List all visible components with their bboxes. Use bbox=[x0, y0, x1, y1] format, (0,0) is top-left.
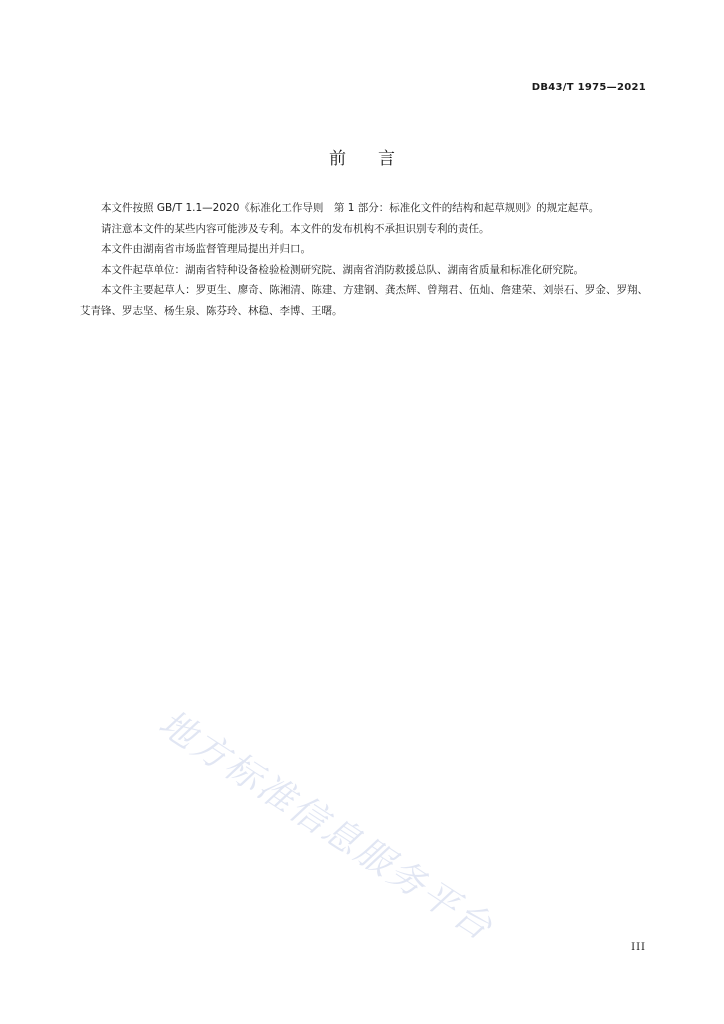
foreword-body bbox=[80, 198, 648, 321]
section-heading: 前言 bbox=[329, 149, 427, 169]
watermark: 地方标准信息服务平台 bbox=[151, 702, 501, 950]
paragraph-drafting-units: 本文件起草单位：湖南省特种设备检验检测研究院、湖南省消防救援总队、湖南省质量和标准化研究院。 bbox=[101, 263, 584, 276]
paragraph-proposer: 本文件由湖南省市场监督管理局提出并归口。 bbox=[101, 243, 311, 255]
paragraph-patent-notice: 请注意本文件的某些内容可能涉及专利。本文件的发布机构不承担识别专利的责任。 bbox=[101, 222, 490, 235]
paragraph-drafting-rules: 本文件按照 GB/T 1.1—2020《标准化工作导则 第 1 部分：标准化文件的结构和起草规则》的规定起草。 bbox=[101, 202, 600, 214]
document-code: DB43/T 1975—2021 bbox=[531, 82, 646, 93]
page-number: III bbox=[631, 942, 646, 953]
paragraph-drafters: 本文件主要起草人：罗更生、廖奇、陈湘清、陈建、方建钢、龚杰辉、曾翔君、伍灿、詹建荣、刘崇石、罗金、罗翔、艾青锋、罗志坚、杨生泉、陈芬玲、林稳、李博、王曙。 bbox=[80, 284, 648, 317]
